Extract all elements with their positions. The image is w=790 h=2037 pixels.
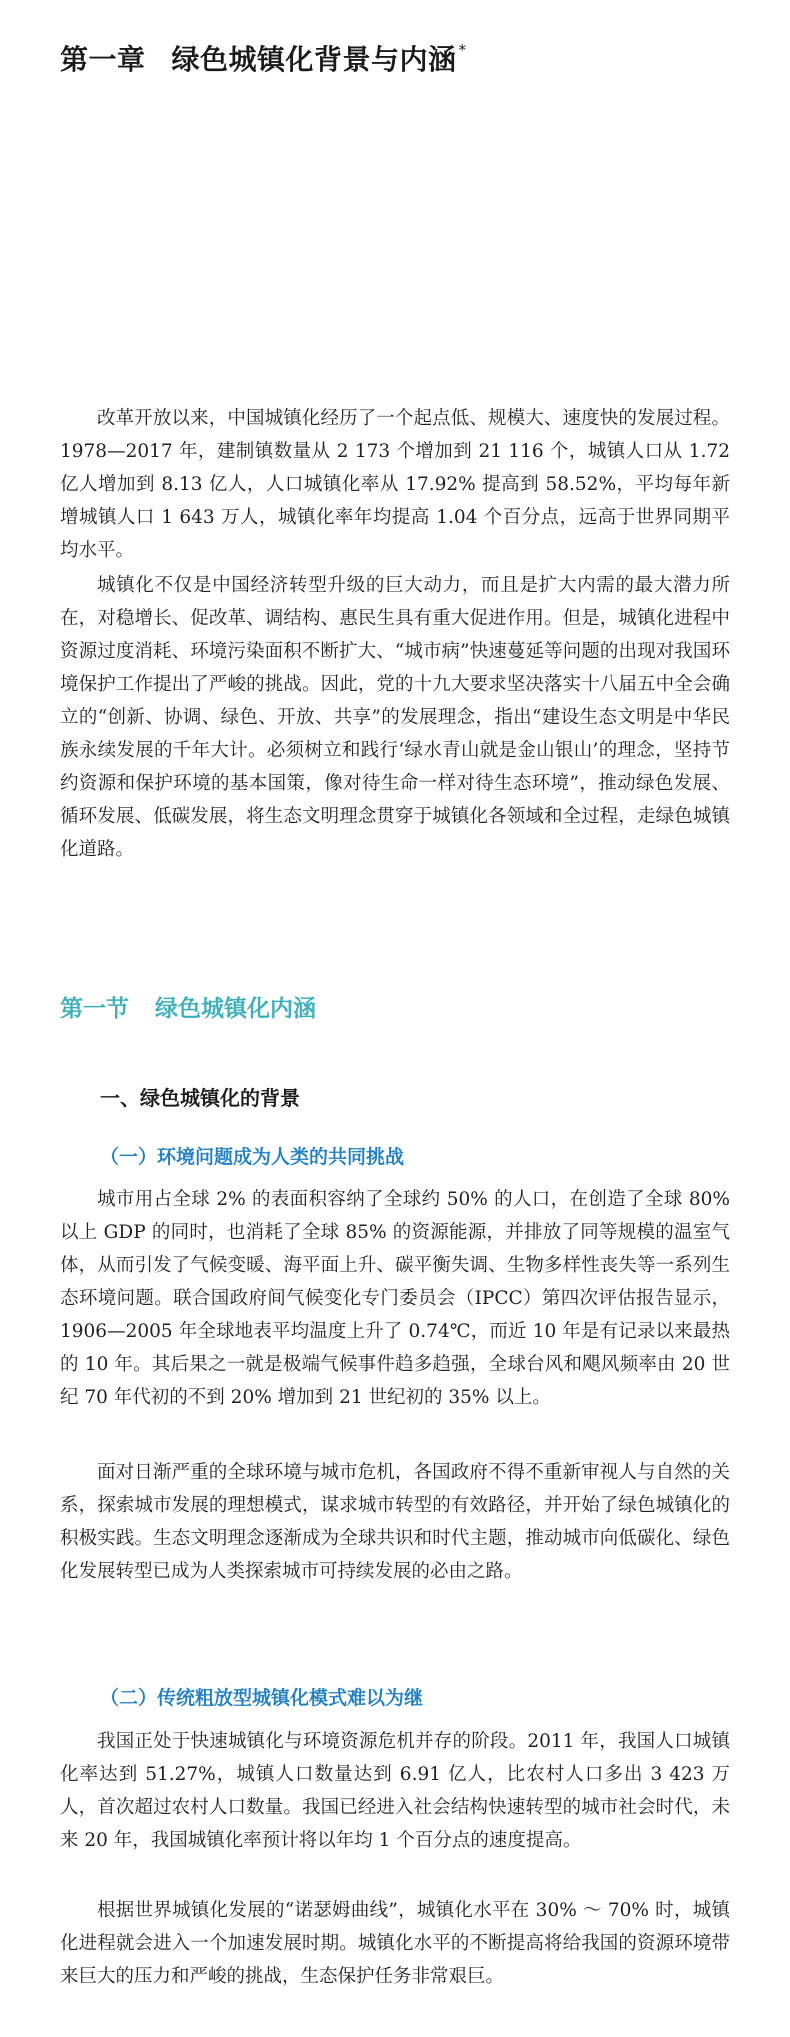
item1-paragraph-2: 面对日渐严重的全球环境与城市危机，各国政府不得不重新审视人与自然的关系，探索城市发展的理想模式，谋求城市转型的有效路径，并开始了绿色城镇化的积极实践。生态文明理念逐渐成为全球共识和时代主题，推动城市向低碳化、绿色化发展转型已成为人类探索城市可持续发展的必由之路。: [60, 1462, 730, 1582]
chapter-title: [60, 38, 467, 78]
item1-paragraph-1: 城市用占全球 2% 的表面积容纳了全球约 50% 的人口，在创造了全球 80% 以上 GDP 的同时，也消耗了全球 85% 的资源能源，并排放了同等规模的温室气体，从而引发了气候变暖、海平面上升、碳平衡失调、生物多样性丧失等一系列生态环境问题。联合国政府间气候变化专门委员会（IPCC）第四次评估报告显示，1906—2005 年全球地表平均温度上升了 0.74℃，而近 10 年是有记录以来最热的 10 年。其后果之一就是极端气候事件趋多趋强，全球台风和飓风频率由 20 世纪 70 年代初的不到 20% 增加到 21 世纪初的 35% 以上。: [60, 1189, 730, 1408]
item2-title: （二）传统粗放型城镇化模式难以为继: [100, 1687, 424, 1709]
chapter-number: 第一章: [60, 43, 146, 76]
section-title: [60, 990, 316, 1023]
section-number: 第一节: [60, 996, 129, 1022]
section-title-text: 绿色城镇化内涵: [155, 996, 316, 1022]
chapter-title-text: 绿色城镇化背景与内涵: [171, 43, 457, 76]
subsection-title: 一、绿色城镇化的背景: [100, 1086, 300, 1110]
item1-title: （一）环境问题成为人类的共同挑战: [100, 1146, 405, 1168]
intro-paragraph-1: 改革开放以来，中国城镇化经历了一个起点低、规模大、速度快的发展过程。1978—2017 年，建制镇数量从 2 173 个增加到 21 116 个，城镇人口从 1.72 亿人增加到 8.13 亿人，人口城镇化率从 17.92% 提高到 58.52%，平均每年新增城镇人口 1 643 万人，城镇化率年均提高 1.04 个百分点，远高于世界同期平均水平。: [60, 408, 730, 561]
intro-paragraph-2: 城镇化不仅是中国经济转型升级的巨大动力，而且是扩大内需的最大潜力所在，对稳增长、促改革、调结构、惠民生具有重大促进作用。但是，城镇化进程中资源过度消耗、环境污染面积不断扩大、“城市病”快速蔓延等问题的出现对我国环境保护工作提出了严峻的挑战。因此，党的十九大要求坚决落实十八届五中全会确立的“创新、协调、绿色、开放、共享”的发展理念，指出“建设生态文明是中华民族永续发展的千年大计。必须树立和践行‘绿水青山就是金山银山’的理念，坚持节约资源和保护环境的基本国策，像对待生命一样对待生态环境”，推动绿色发展、循环发展、低碳发展，将生态文明理念贯穿于城镇化各领域和全过程，走绿色城镇化道路。: [60, 575, 730, 860]
item2-paragraph-2: 根据世界城镇化发展的“诺瑟姆曲线”，城镇化水平在 30% ～ 70% 时，城镇化进程就会进入一个加速发展时期。城镇化水平的不断提高将给我国的资源环境带来巨大的压力和严峻的挑战，生态保护任务非常艰巨。: [60, 1900, 730, 1987]
item2-paragraph-1: 我国正处于快速城镇化与环境资源危机并存的阶段。2011 年，我国人口城镇化率达到 51.27%，城镇人口数量达到 6.91 亿人，比农村人口多出 3 423 万人，首次超过农村人口数量。我国已经进入社会结构快速转型的城市社会时代，未来 20 年，我国城镇化率预计将以年均 1 个百分点的速度提高。: [60, 1731, 730, 1851]
footnote-mark: *: [458, 41, 467, 59]
